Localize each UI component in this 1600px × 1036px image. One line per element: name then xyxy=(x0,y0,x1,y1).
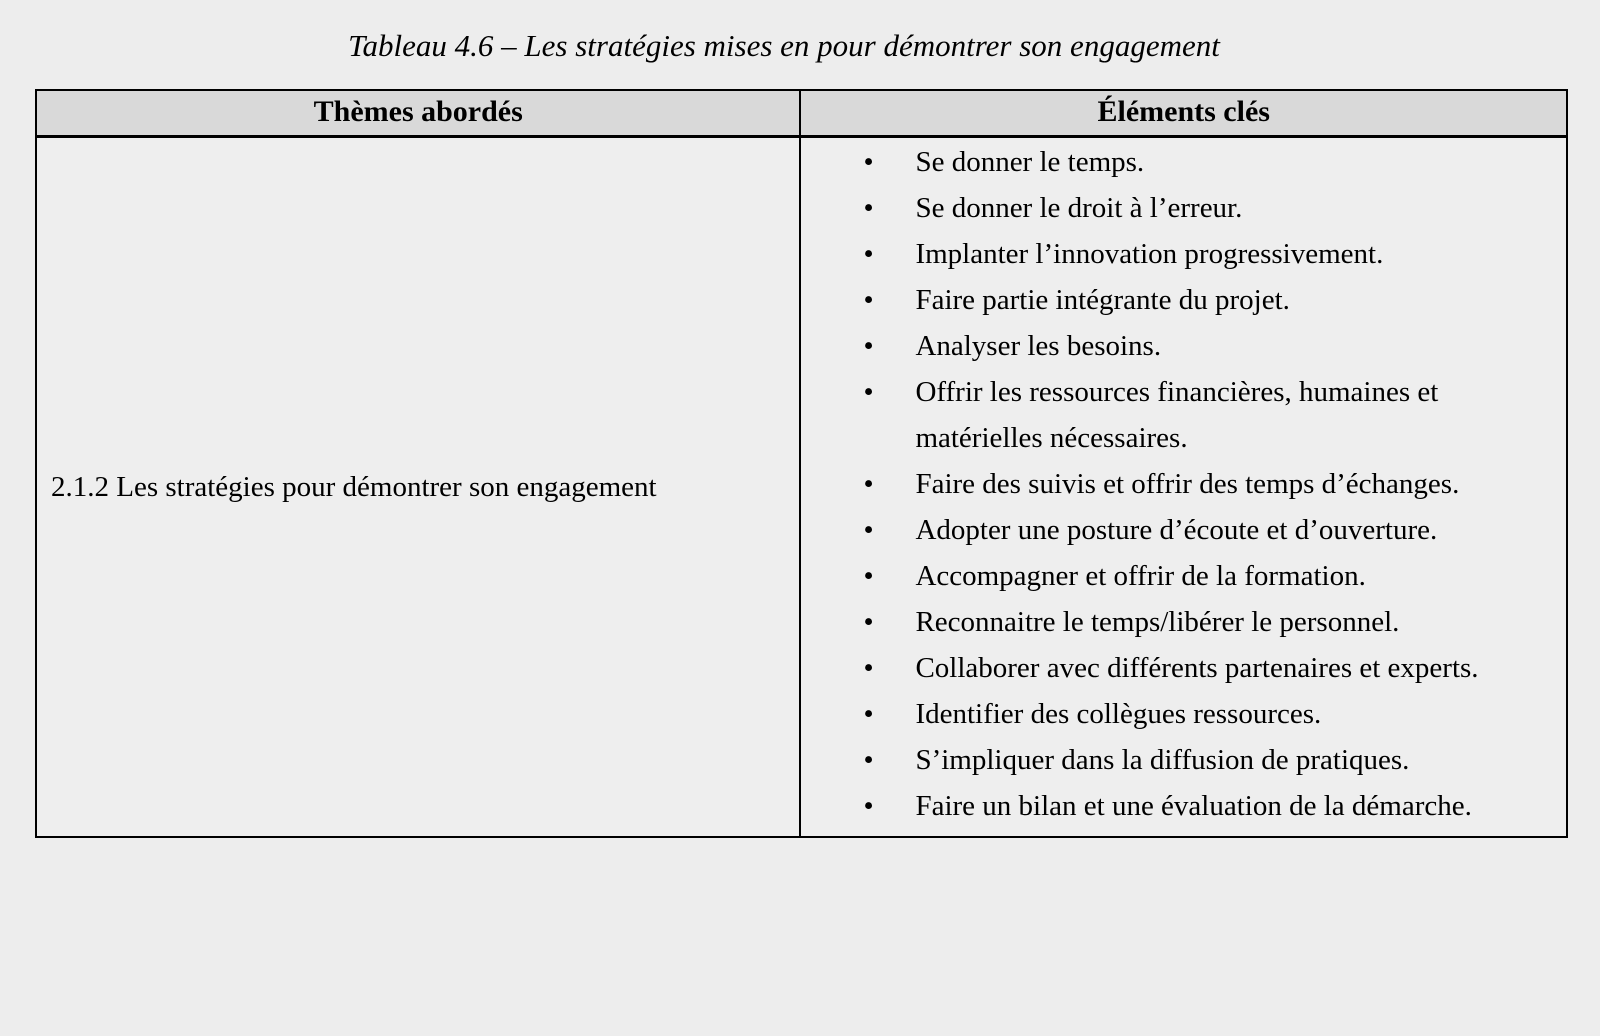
bullet-icon: • xyxy=(863,606,874,638)
bullet-icon: • xyxy=(863,146,874,178)
list-item xyxy=(801,645,1514,691)
elements-list xyxy=(801,139,1514,829)
list-item xyxy=(801,185,1514,231)
bullet-icon: • xyxy=(863,330,874,362)
list-item-text: Faire un bilan et une évaluation de la démarche. xyxy=(915,790,1472,822)
bullet-icon: • xyxy=(863,468,874,500)
bullet-icon: • xyxy=(863,652,874,684)
bullet-icon: • xyxy=(863,284,874,316)
list-item-text: Se donner le droit à l’erreur. xyxy=(915,192,1243,224)
bullet-icon: • xyxy=(863,238,874,270)
theme-text: 2.1.2 Les stratégies pour démontrer son engagement xyxy=(51,471,657,503)
list-item-text: Offrir les ressources financières, humaines et matérielles nécessaires. xyxy=(915,376,1439,454)
column-header-themes: Thèmes abordés xyxy=(36,90,800,137)
elements-cell xyxy=(800,137,1567,838)
list-item xyxy=(801,369,1514,461)
list-item xyxy=(801,691,1514,737)
list-item xyxy=(801,553,1514,599)
list-item-text: Faire des suivis et offrir des temps d’échanges. xyxy=(915,468,1460,500)
list-item-text: Se donner le temps. xyxy=(915,146,1145,178)
list-item-text: Reconnaitre le temps/libérer le personnel. xyxy=(915,606,1400,638)
list-item xyxy=(801,231,1514,277)
bullet-icon: • xyxy=(863,376,874,408)
bullet-icon: • xyxy=(863,698,874,730)
list-item-text: Analyser les besoins. xyxy=(915,330,1162,362)
list-item xyxy=(801,599,1514,645)
list-item xyxy=(801,139,1514,185)
bullet-icon: • xyxy=(863,192,874,224)
bullet-icon: • xyxy=(863,790,874,822)
bullet-icon: • xyxy=(863,560,874,592)
bullet-icon: • xyxy=(863,744,874,776)
list-item xyxy=(801,461,1514,507)
table-header-row xyxy=(36,90,1567,137)
list-item-text: Implanter l’innovation progressivement. xyxy=(915,238,1384,270)
table-caption: Tableau 4.6 – Les stratégies mises en pour démontrer son engagement xyxy=(348,28,1220,63)
list-item-text: Faire partie intégrante du projet. xyxy=(915,284,1290,316)
column-header-elements: Éléments clés xyxy=(800,90,1567,137)
table-row xyxy=(36,137,1567,838)
list-item xyxy=(801,323,1514,369)
list-item-text: Adopter une posture d’écoute et d’ouverture. xyxy=(915,514,1438,546)
themes-elements-table xyxy=(35,89,1568,838)
list-item xyxy=(801,507,1514,553)
bullet-icon: • xyxy=(863,514,874,546)
list-item-text: Identifier des collègues ressources. xyxy=(915,698,1322,730)
list-item xyxy=(801,737,1514,783)
theme-cell xyxy=(36,137,800,838)
list-item-text: S’impliquer dans la diffusion de pratiques. xyxy=(915,744,1410,776)
list-item xyxy=(801,277,1514,323)
list-item-text: Collaborer avec différents partenaires et experts. xyxy=(915,652,1479,684)
list-item-text: Accompagner et offrir de la formation. xyxy=(915,560,1366,592)
list-item xyxy=(801,783,1514,829)
